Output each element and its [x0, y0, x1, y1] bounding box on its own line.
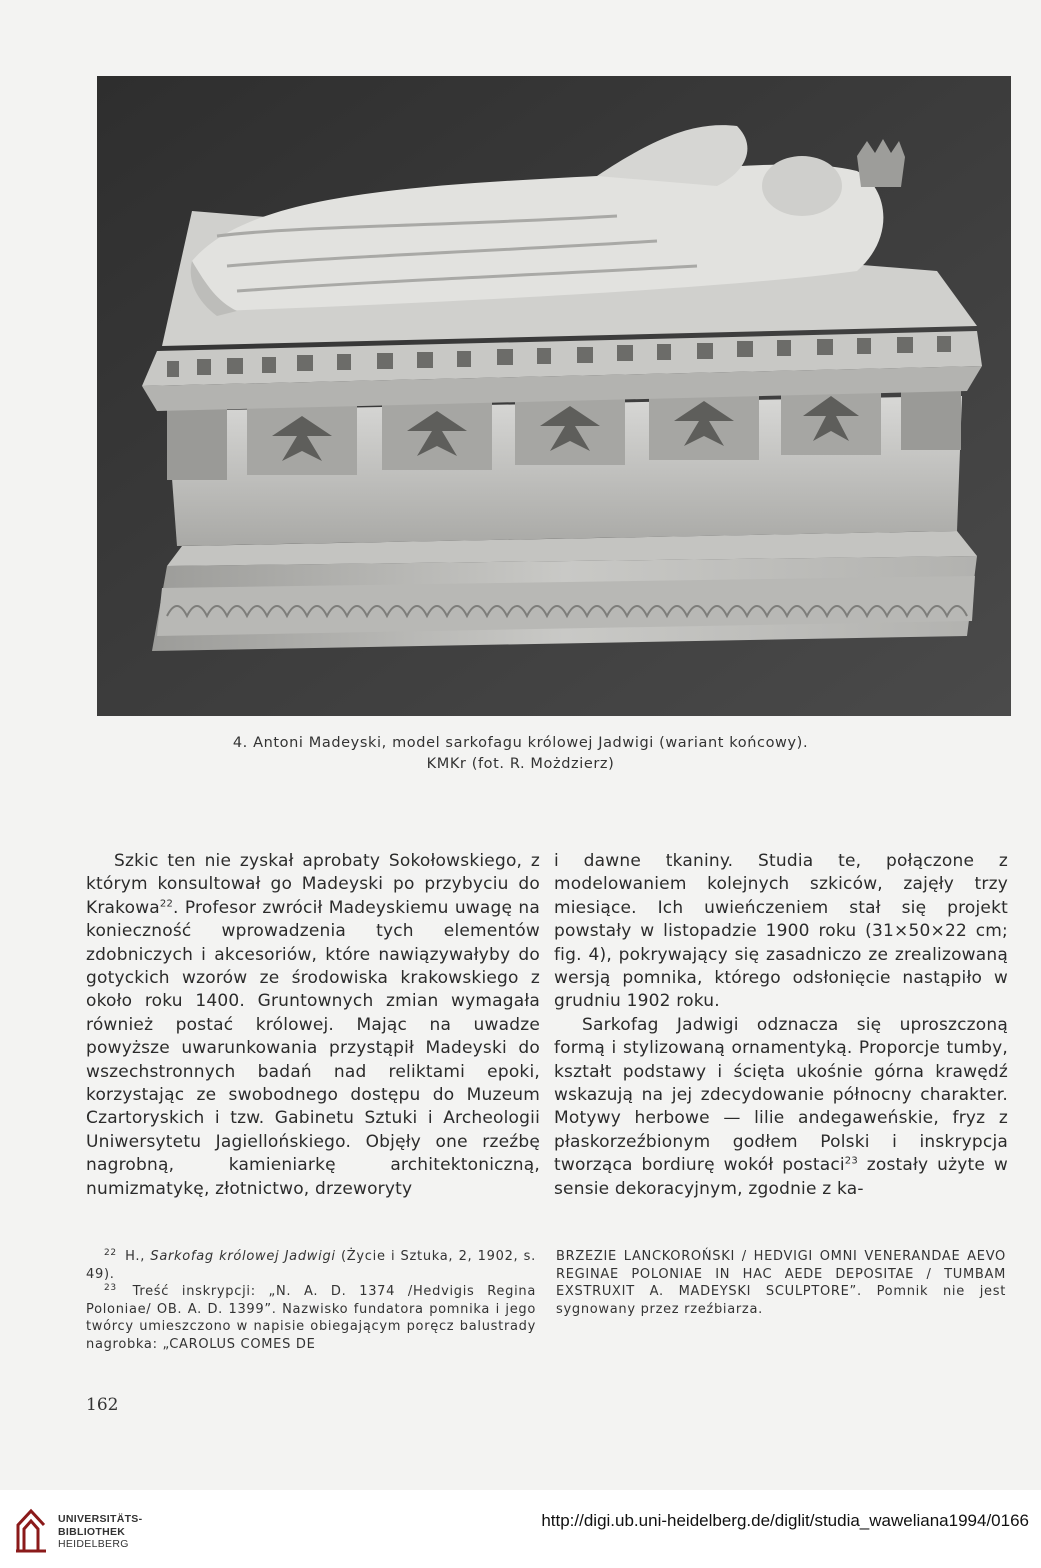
source-url[interactable]: http://digi.ub.uni-heidelberg.de/diglit/studia_waweliana1994/0166: [541, 1511, 1029, 1530]
footnote-22: $^{22}$ H., Sarkofag królowej Jadwigi (Życie i Sztuka, 2, 1902, s. 49).: [86, 1247, 536, 1282]
paragraph: Sarkofag Jadwigi odznacza się uproszczoną formą i stylizowaną ornamentyką. Proporcje tumby, kształt podstawy i ścięta ukośnie górna krawędź wskazują na jej zdecydowanie północny charakter. Motywy herbowe — lilie andegaweńskie, fryz z płaskorzeźbionym godłem Polski i inskrypcja tworząca bordiurę wokół postaci$^{23}$ zostały użyte w sensie dekoracyjnym, zgodnie z ka-: [554, 1014, 1008, 1199]
body-column-right: [554, 850, 1008, 1201]
caption-line-1: 4. Antoni Madeyski, model sarkofagu królowej Jadwigi (wariant końcowy).: [232, 735, 809, 751]
footnote-ref-22: 22: [159, 898, 174, 910]
sarcophagus-photograph: [97, 76, 1011, 716]
footnotes-right: [556, 1248, 1006, 1318]
footnote-23: $^{23}$ Treść inskrypcji: „N. A. D. 1374 /Hedvigis Regina Poloniae/ OB. A. D. 1399”. Nazwisko fundatora pomnika i jego twórcy umieszczono w napisie obiegającym poręcz balustrady nagrobka: „CAROLUS COMES DE: [86, 1282, 536, 1352]
library-logo-icon: [14, 1505, 48, 1555]
caption-line-2: KMKr (fot. R. Możdzierz): [426, 756, 615, 772]
library-name: UNIVERSITÄTS- BIBLIOTHEK HEIDELBERG: [58, 1513, 143, 1550]
paragraph: i dawne tkaniny. Studia te, połączone z modelowaniem kolejnych szkiców, zajęły trzy miesiące. Ich uwieńczeniem stał się projekt powstały w listopadzie 1900 roku (31×50×22 cm; fig. 4), pokrywający się zasadniczo ze zrealizowaną wersją pomnika, którego odsłonięcie nastąpiło w grudniu 1902 roku.: [554, 851, 1008, 1012]
body-column-left: [86, 850, 540, 1201]
footnotes-left: [86, 1248, 536, 1354]
page-number: 162: [86, 1395, 119, 1415]
paragraph: Szkic ten nie zyskał aprobaty Sokołowskiego, z którym konsultował go Madeyski po przybyciu do Krakowa$^{22}$. Profesor zwrócił Madeyskiemu uwagę na konieczność wprowadzenia tych elementów zdobniczych i akcesoriów, które nawiązywałyby do gotyckich wzorów ze środowiska krakowskiego z około roku 1400. Gruntownych zmian wymagała również postać królowej. Mając na uwadze powyższe uwarunkowania przystąpił Madeyski do wszechstronnych badań nad reliktami epoki, korzystając ze swobodnego dostępu do Muzeum Czartoryskich i tzw. Gabinetu Sztuki i Archeologii Uniwersytetu Jagiellońskiego. Objęły one rzeźbę nagrobną, kamieniarkę architektoniczną, numizmatykę, złotnictwo, drzeworyty: [86, 851, 540, 1199]
footnote-23-continued: BRZEZIE LANCKOROŃSKI / HEDVIGI OMNI VENERANDAE AEVO REGINAE POLONIAE IN HAC AEDE DEPOSITAE / TUMBAM EXSTRUXIT A. MADEYSKI SCULPTORE”. Pomnik nie jest sygnowany przez rzeźbiarza.: [556, 1249, 1006, 1317]
sarcophagus-image: [97, 76, 1011, 716]
footnote-ref-23: 23: [844, 1155, 858, 1167]
figure-caption: [0, 730, 1041, 780]
